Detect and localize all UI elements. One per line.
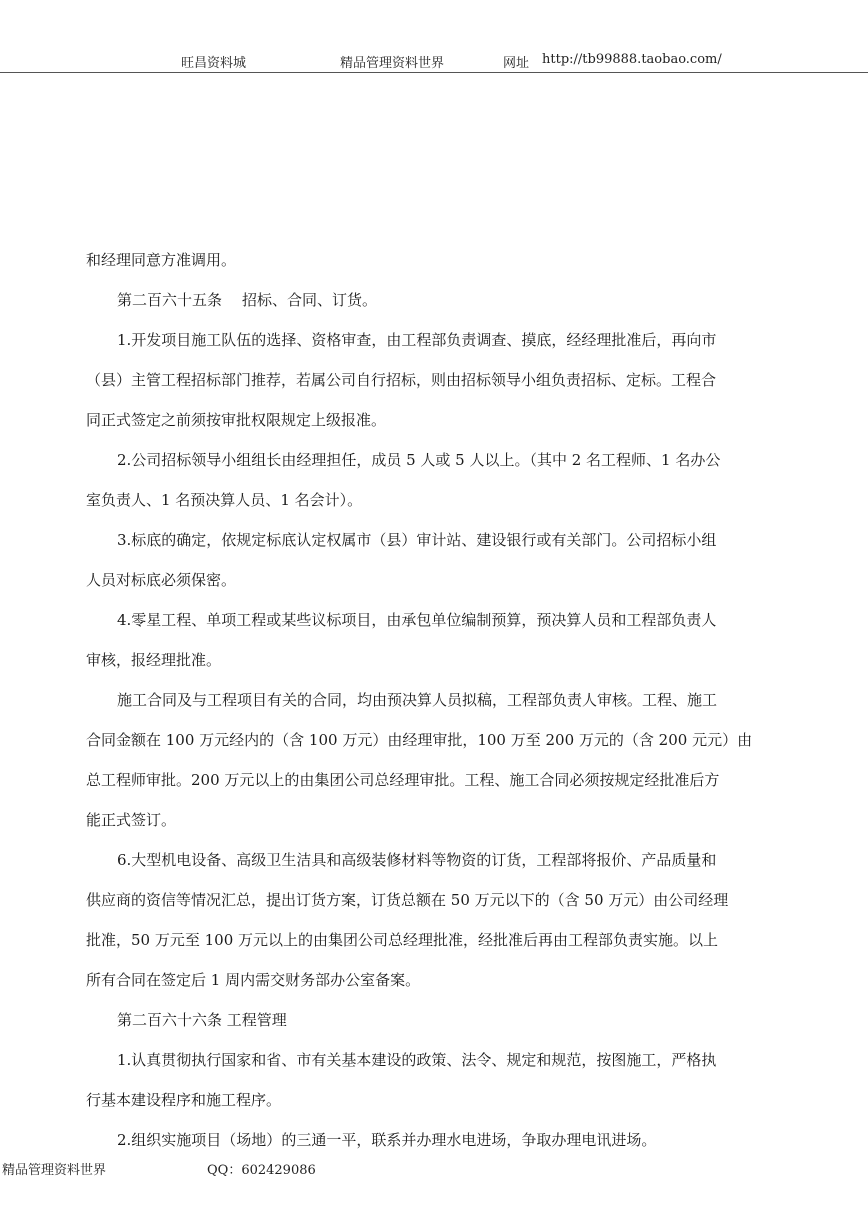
text-line: 1.认真贯彻执行国家和省、市有关基本建设的政策、法令、规定和规范，按图施工，严格执 xyxy=(117,1051,717,1069)
text-line: 所有合同在签定后 1 周内需交财务部办公室备案。 xyxy=(86,971,421,989)
text-line: 批准，50 万元至 100 万元以上的由集团公司总经理批准，经批准后再由工程部负责实施。以上 xyxy=(86,931,719,949)
text-line: 1.开发项目施工队伍的选择、资格审查，由工程部负责调查、摸底，经经理批准后，再向市 xyxy=(117,331,717,349)
text-line: （县）主管工程招标部门推荐，若属公司自行招标，则由招标领导小组负责招标、定标。工程合 xyxy=(86,371,717,389)
text-line: 4.零星工程、单项工程或某些议标项目，由承包单位编制预算，预决算人员和工程部负责人 xyxy=(117,611,717,629)
article-title: 招标、合同、订货。 xyxy=(242,291,378,309)
footer-slogan: 精品管理资料世界 xyxy=(2,1163,107,1178)
article-heading-266: 第二百六十六条 工程管理 xyxy=(117,1011,287,1029)
text-line: 合同金额在 100 万元经内的（含 100 万元）由经理审批，100 万至 200 万元的（含 200 元元）由 xyxy=(86,731,753,749)
article-number: 第二百六十五条 xyxy=(117,291,223,309)
text-line: 审核，报经理批准。 xyxy=(86,651,222,669)
page-header xyxy=(0,0,868,73)
header-site-url[interactable]: http://tb99888.taobao.com/ xyxy=(542,52,722,67)
text-line: 3.标底的确定，依规定标底认定权属市（县）审计站、建设银行或有关部门。公司招标小组 xyxy=(117,531,717,549)
text-line: 总工程师审批。200 万元以上的由集团公司总经理审批。工程、施工合同必须按规定经批准后方 xyxy=(86,771,720,789)
header-slogan: 精品管理资料世界 xyxy=(340,56,445,71)
header-shop-name: 旺昌资料城 xyxy=(181,56,247,71)
text-line: 人员对标底必须保密。 xyxy=(86,571,237,589)
text-line: 2.组织实施项目（场地）的三通一平，联系并办理水电进场，争取办理电讯进场。 xyxy=(117,1131,657,1149)
text-line: 2.公司招标领导小组组长由经理担任，成员 5 人或 5 人以上。（其中 2 名工程师、1 名办公 xyxy=(117,451,721,469)
text-line: 室负责人、1 名预决算人员、1 名会计）。 xyxy=(86,491,363,509)
text-line: 6.大型机电设备、高级卫生洁具和高级装修材料等物资的订货，工程部将报价、产品质量和 xyxy=(117,851,717,869)
text-line: 能正式签订。 xyxy=(86,811,177,829)
text-line: 供应商的资信等情况汇总，提出订货方案，订货总额在 50 万元以下的（含 50 万元）由公司经理 xyxy=(86,891,729,909)
header-site-label: 网址 xyxy=(503,56,530,71)
text-line: 同正式签定之前须按审批权限规定上级报准。 xyxy=(86,411,387,429)
text-line: 施工合同及与工程项目有关的合同，均由预决算人员拟稿，工程部负责人审核。工程、施工 xyxy=(117,691,718,709)
text-line: 和经理同意方准调用。 xyxy=(86,251,237,269)
text-line: 行基本建设程序和施工程序。 xyxy=(86,1091,282,1109)
document-body xyxy=(86,240,796,1160)
footer-qq: QQ：602429086 xyxy=(207,1163,316,1178)
article-heading-265 xyxy=(86,280,796,320)
